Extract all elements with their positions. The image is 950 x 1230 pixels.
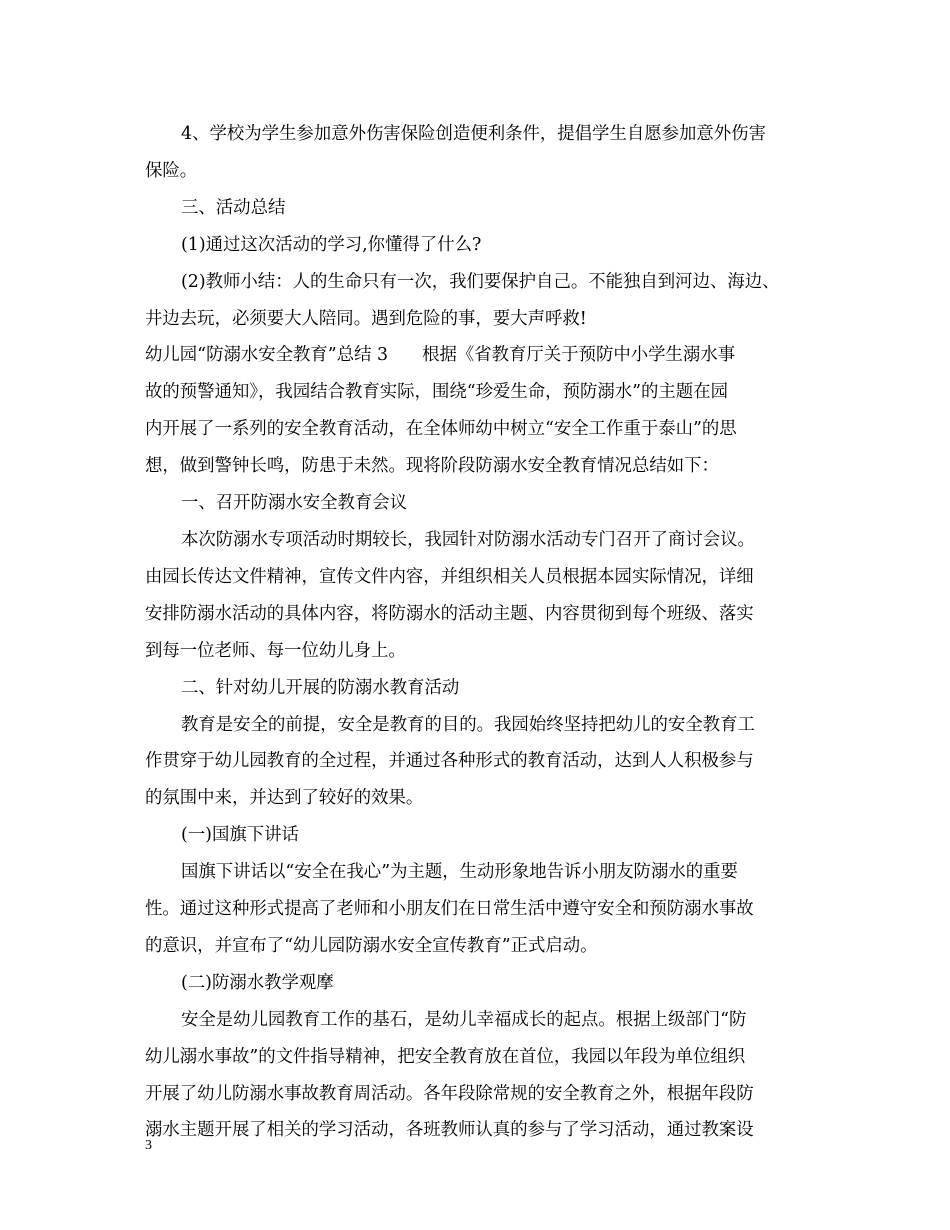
- text-line: 4、学校为学生参加意外伤害保险创造便利条件，提倡学生自愿参加意外伤害: [181, 124, 766, 144]
- text-line: 本次防溺水专项活动时期较长，我园针对防溺水活动专门召开了商讨会议。: [181, 529, 755, 550]
- section-heading: 三、活动总结: [181, 197, 286, 218]
- article-title: 幼儿园“防溺水安全教育”总结 3: [145, 345, 389, 366]
- page-number: 3: [145, 1138, 152, 1153]
- subsection-heading: (二)防溺水教学观摩: [181, 972, 334, 993]
- text-line: 到每一位老师、每一位幼儿身上。: [145, 640, 406, 661]
- text-line: 国旗下讲话以“安全在我心”为主题，生动形象地告诉小朋友防溺水的重要: [181, 862, 738, 883]
- text-line: 故的预警通知》，我园结合教育实际，围绕“珍爱生命，预防溺水”的主题在园: [145, 382, 728, 403]
- text-line: 由园长传达文件精神，宣传文件内容，并组织相关人员根据本园实际情况，详细: [145, 566, 754, 587]
- document-body: [145, 116, 807, 1149]
- text-line: (1)通过这次活动的学习,你懂得了什么?: [181, 234, 482, 255]
- text-line: (2)教师小结：人的生命只有一次，我们要保护自己。不能独自到河边、海边、: [181, 271, 780, 292]
- text-line: 作贯穿于幼儿园教育的全过程，并通过各种形式的教育活动，达到人人积极参与: [145, 751, 754, 772]
- section-heading: 一、召开防溺水安全教育会议: [181, 493, 408, 514]
- text-fragment: 根据《省教育厅关于预防中小学生溺水事: [422, 345, 736, 366]
- text-line: [145, 337, 807, 374]
- text-line: 想，做到警钟长鸣，防患于未然。现将阶段防溺水安全教育情况总结如下：: [145, 456, 719, 477]
- text-line: 教育是安全的前提，安全是教育的目的。我园始终坚持把幼儿的安全教育工: [181, 714, 755, 735]
- section-heading: 二、针对幼儿开展的防溺水教育活动: [181, 677, 460, 698]
- subsection-heading: (一)国旗下讲话: [181, 825, 299, 846]
- text-line: 幼儿溺水事故”的文件指导精神，把安全教育放在首位，我园以年段为单位组织: [145, 1046, 746, 1067]
- text-line: 的意识，并宣布了“幼儿园防溺水安全宣传教育”正式启动。: [145, 935, 598, 956]
- text-line: 井边去玩，必须要大人陪同。遇到危险的事，要大声呼救!: [145, 308, 587, 329]
- text-line: 溺水主题开展了相关的学习活动，各班教师认真的参与了学习活动，通过教案设: [145, 1120, 754, 1141]
- text-line: 保险。: [145, 160, 198, 181]
- text-line: 安全是幼儿园教育工作的基石，是幼儿幸福成长的起点。根据上级部门“防: [181, 1009, 747, 1030]
- text-line: 的氛围中来，并达到了较好的效果。: [145, 788, 424, 809]
- text-line: 安排防溺水活动的具体内容，将防溺水的活动主题、内容贯彻到每个班级、落实: [145, 603, 754, 624]
- text-line: 内开展了一系列的安全教育活动，在全体师幼中树立“安全工作重于泰山”的思: [145, 419, 737, 440]
- text-line: 开展了幼儿防溺水事故教育周活动。各年段除常规的安全教育之外，根据年段防: [145, 1083, 754, 1104]
- text-line: 性。通过这种形式提高了老师和小朋友们在日常生活中遵守安全和预防溺水事故: [145, 899, 754, 920]
